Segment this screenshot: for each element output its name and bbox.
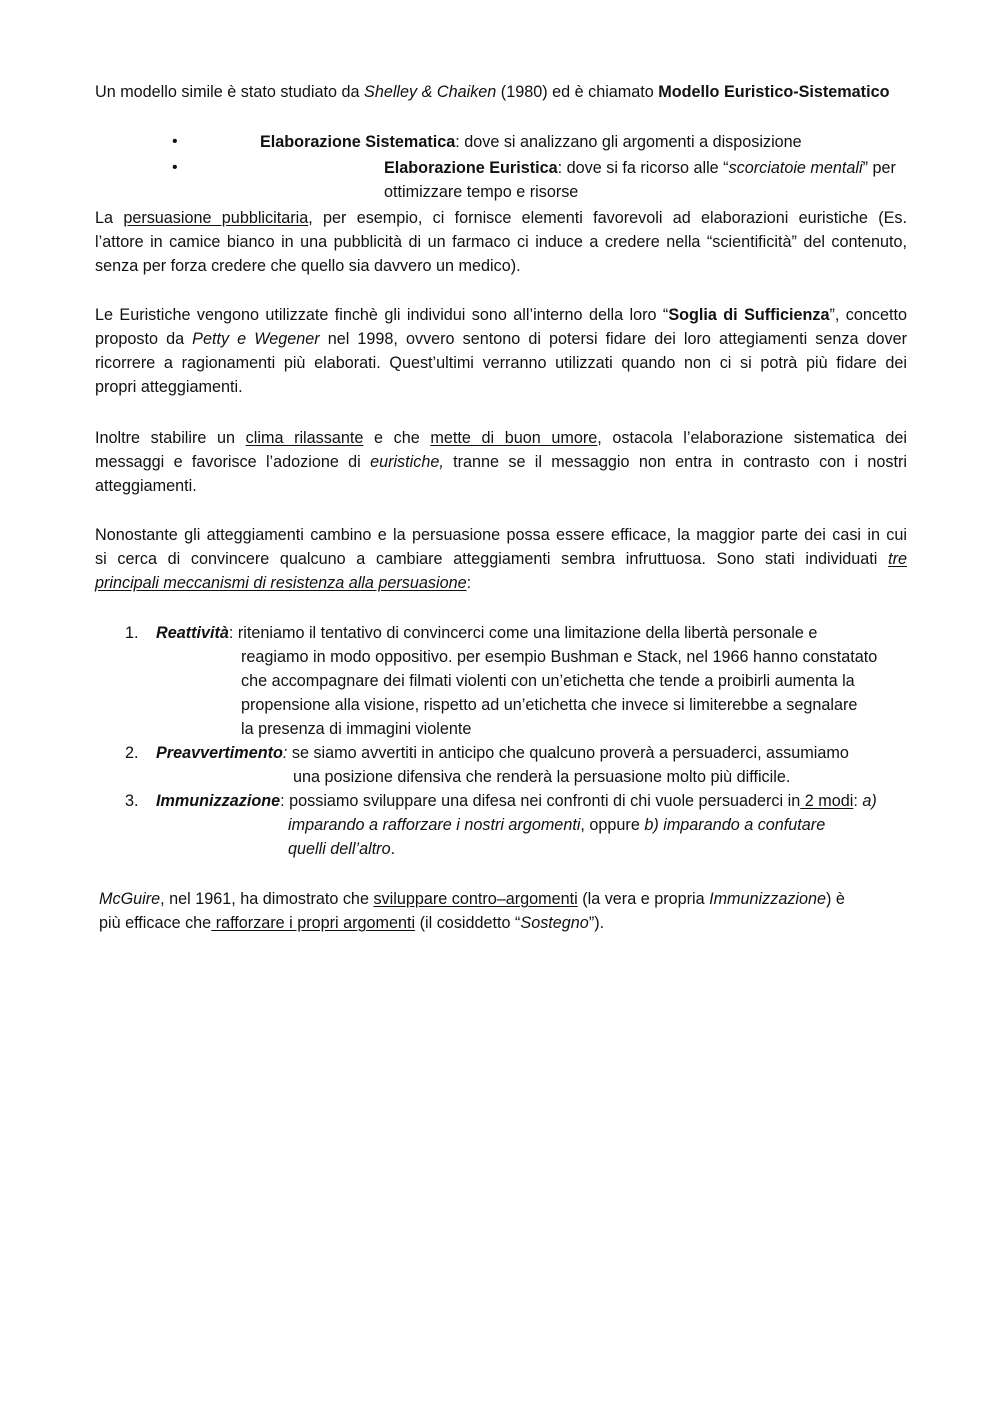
text: e che: [363, 429, 431, 447]
list-item-3-line-3: [288, 837, 395, 861]
list-item-1-line-5: la presenza di immagini violente: [241, 720, 472, 738]
text: :: [466, 574, 472, 592]
underlined-term: sviluppare contro–argomenti: [373, 890, 578, 908]
paragraph-5-line-1: [99, 887, 845, 911]
list-item-3-line-2: [288, 813, 825, 837]
underlined-italic-term: principali meccanismi di resistenza alla persuasione: [95, 574, 467, 592]
italic-author: McGuire: [99, 890, 161, 908]
paragraph-3-line-3: atteggiamenti.: [95, 477, 197, 495]
intro-text-2: (1980) ed è chiamato: [496, 83, 659, 101]
underlined-term: persuasione pubblicitaria: [123, 209, 309, 227]
text: :: [282, 744, 288, 762]
italic-term: Sostegno: [520, 914, 589, 932]
paragraph-4-line-1: Nonostante gli atteggiamenti cambino e la persuasione possa essere efficace, la maggior parte dei casi in cui: [95, 526, 907, 544]
paragraph-2-line-1: [95, 303, 907, 327]
paragraph-2-line-2: [95, 327, 907, 351]
text: , ostacola l’elaborazione sistematica dei: [597, 429, 907, 447]
bullet-item-title: Elaborazione Euristica: [384, 159, 558, 177]
text: proposto da: [95, 330, 193, 348]
list-item-title: Reattività: [156, 624, 229, 642]
bullet-item-text-end: ” per: [862, 159, 896, 177]
paragraph-4-line-3: [95, 571, 471, 595]
list-item-2-line-2: una posizione difensiva che renderà la persuasione molto più difficile.: [293, 768, 791, 786]
list-item-title: Preavvertimento: [156, 744, 283, 762]
text: La: [95, 209, 124, 227]
underlined-term: 2 modi: [800, 792, 854, 810]
text: ”, concetto: [829, 306, 907, 324]
bullet-item-euristica-line2: ottimizzare tempo e risorse: [384, 183, 579, 201]
underlined-term: clima rilassante: [245, 429, 364, 447]
text: tranne se il messaggio non entra in contrasto con i nostri: [443, 453, 907, 471]
text: ”).: [588, 914, 605, 932]
text: imparando a rafforzare i nostri argomenti: [288, 816, 581, 834]
bullet-item-euristica: [384, 156, 896, 180]
list-number: 3.: [125, 792, 139, 810]
bullet-item-sistematica: [260, 130, 802, 154]
paragraph-4-line-2: [95, 547, 907, 571]
text: Le Euristiche vengono utilizzate finchè gli individui sono all’interno della loro “: [95, 306, 669, 324]
text: si cerca di convincere qualcuno a cambiare atteggiamenti sembra infruttuosa. Sono stati individuati: [95, 550, 889, 568]
text: , nel 1961, ha dimostrato che: [160, 890, 374, 908]
paragraph-5-line-2: [99, 911, 604, 935]
text: (la vera e propria: [577, 890, 710, 908]
list-item-3-line-1: [156, 789, 877, 813]
list-item-title: Immunizzazione: [156, 792, 281, 810]
text: se siamo avvertiti in anticipo che qualcuno proverà a persuaderci, assumiamo: [287, 744, 849, 762]
underlined-italic-term: tre: [888, 550, 907, 568]
list-item-1-line-4: propensione alla visione, rispetto ad un’etichetta che invece si limiterebbe a segnalare: [241, 696, 858, 714]
list-item-1-line-1: [156, 621, 817, 645]
bold-term: Soglia di Sufficienza: [668, 306, 830, 324]
paragraph-2-line-3: ricorrere a ragionamenti più elaborati. Quest’ultimi verranno utilizzati quando non ci si potrà più fidare dei: [95, 354, 907, 372]
text: ) è: [826, 890, 845, 908]
bullet-icon: •: [172, 159, 178, 176]
italic-authors: Petty e Wegener: [192, 330, 320, 348]
text: b) imparando a confutare: [644, 816, 826, 834]
intro-text: Un modello simile è stato studiato da: [95, 83, 365, 101]
text: nel 1998, ovvero sentono di potersi fidare dei loro attegiamenti senza dover: [319, 330, 908, 348]
underlined-term: rafforzare i propri argomenti: [211, 914, 416, 932]
paragraph-1-line-3: senza per forza credere che quello sia davvero un medico).: [95, 257, 521, 275]
paragraph-2-line-4: propri atteggiamenti.: [95, 378, 243, 396]
text: , per esempio, ci fornisce elementi favorevoli ad elaborazioni euristiche (Es.: [308, 209, 907, 227]
text: , oppure: [580, 816, 645, 834]
text: .: [390, 840, 396, 858]
intro-model-name: Modello Euristico-Sistematico: [658, 83, 890, 101]
text: a): [862, 792, 877, 810]
bullet-item-text: : dove si analizzano gli argomenti a disposizione: [455, 133, 802, 151]
text: messaggi e favorisce l’adozione di: [95, 453, 371, 471]
italic-term: euristiche,: [370, 453, 444, 471]
text: (il cosiddetto “: [415, 914, 521, 932]
text: quelli dell’altro: [288, 840, 391, 858]
text: Inoltre stabilire un: [95, 429, 246, 447]
bullet-item-italic: scorciatoie mentali: [728, 159, 863, 177]
list-item-1-line-2: reagiamo in modo oppositivo. per esempio Bushman e Stack, nel 1966 hanno constatato: [241, 648, 878, 666]
text: : riteniamo il tentativo di convincerci come una limitazione della libertà personale e: [228, 624, 818, 642]
text: :: [853, 792, 863, 810]
text: : possiamo sviluppare una difesa nei confronti di chi vuole persuaderci in: [280, 792, 801, 810]
bullet-item-title: Elaborazione Sistematica: [260, 133, 456, 151]
bullet-item-text: : dove si fa ricorso alle “: [557, 159, 729, 177]
paragraph-1-line-2: l’attore in camice bianco in una pubblicità di un farmaco ci induce a credere nella “scientificità” del contenuto,: [95, 233, 907, 251]
list-number: 2.: [125, 744, 139, 762]
underlined-term: mette di buon umore: [430, 429, 598, 447]
bullet-icon: •: [172, 133, 178, 150]
list-item-1-line-3: che accompagnare dei filmati violenti con un’etichetta che tende a proibirli aumenta la: [241, 672, 855, 690]
list-number: 1.: [125, 624, 139, 642]
paragraph-3-line-2: [95, 450, 907, 474]
list-item-2-line-1: [156, 741, 849, 765]
text: più efficace che: [99, 914, 212, 932]
paragraph-3-line-1: [95, 426, 907, 450]
intro-line: [95, 80, 889, 104]
italic-term: Immunizzazione: [709, 890, 827, 908]
intro-authors: Shelley & Chaiken: [364, 83, 497, 101]
paragraph-1-line-1: [95, 206, 907, 230]
